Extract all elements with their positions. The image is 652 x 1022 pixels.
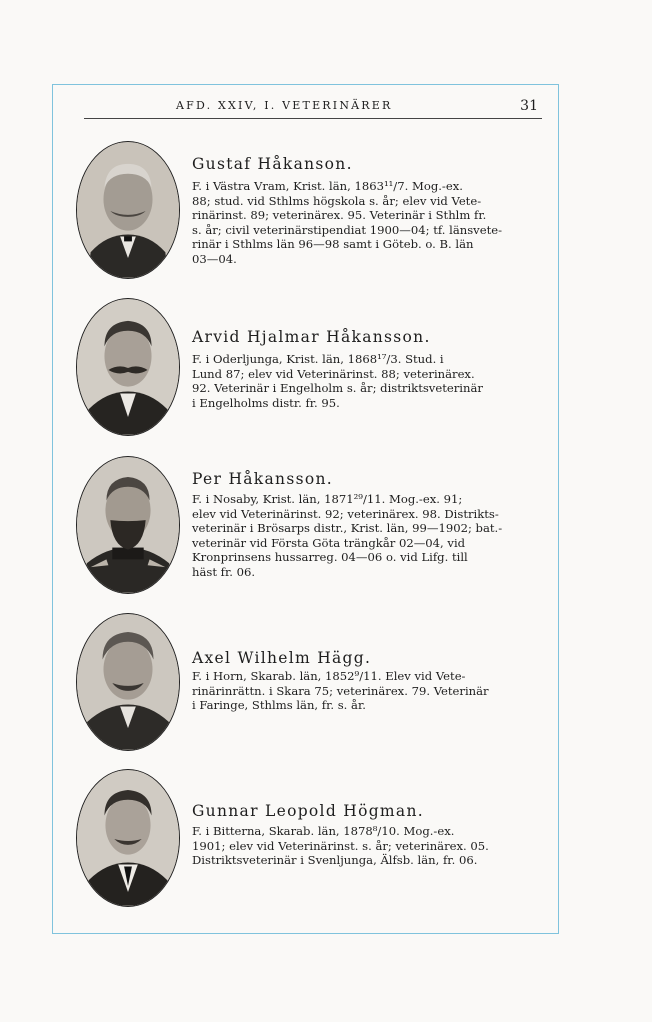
portrait-photo	[76, 298, 180, 436]
running-header	[84, 98, 542, 119]
portrait-photo	[76, 141, 180, 279]
portrait-photo	[76, 613, 180, 751]
person-name: Arvid Hjalmar Håkansson.	[192, 328, 431, 346]
biography-text: F. i Nosaby, Krist. län, 1871²⁹/11. Mog.-ex. 91; elev vid Veterinärinst. 92; veterinärex. 98. Distrikts- veterinär i Brösarps distr., Krist. län, 99—1902; bat.- veterinär vid Första Göta trängkår 02—04, vid Kronprinsens hussarreg. 04—06 o. vid Lifg. till häst fr. 06.	[192, 492, 503, 579]
biography-text: F. i Oderljunga, Krist. län, 1868¹⁷/3. Stud. i Lund 87; elev vid Veterinärinst. 88; veterinärex. 92. Veterinär i Engelholm s. år; distriktsveterinär i Engelholms distr. fr. 95.	[192, 352, 483, 410]
biography-text: F. i Västra Vram, Krist. län, 1863¹¹/7. Mog.-ex. 88; stud. vid Sthlms högskola s. år; elev vid Vete- rinärinst. 89; veterinärex. 95. Veterinär i Sthlm fr. s. år; civil veterinärstipendiat 1900—04; tf. länsvete- rinär i Sthlms län 96—98 samt i Göteb. o. B. län 03—04.	[192, 179, 503, 266]
person-name: Per Håkansson.	[192, 470, 333, 488]
biography-text: F. i Bitterna, Skarab. län, 1878⁸/10. Mog.-ex. 1901; elev vid Veterinärinst. s. år; veterinärex. 05. Distriktsveterinär i Svenljunga, Älfsb. län, fr. 06.	[192, 824, 489, 868]
person-name: Gunnar Leopold Högman.	[192, 802, 424, 820]
person-name: Gustaf Håkanson.	[192, 155, 353, 173]
biography-text: F. i Horn, Skarab. län, 1852⁹/11. Elev vid Vete- rinärinrättn. i Skara 75; veterinärex. 79. Veterinär i Faringe, Sthlms län, fr. s. år.	[192, 669, 489, 713]
section-title: AFD. XXIV, I. VETERINÄRER	[176, 99, 393, 112]
page-number: 31	[520, 98, 538, 114]
portrait-photo	[76, 769, 180, 907]
portrait-photo	[76, 456, 180, 594]
person-name: Axel Wilhelm Hägg.	[192, 649, 372, 667]
